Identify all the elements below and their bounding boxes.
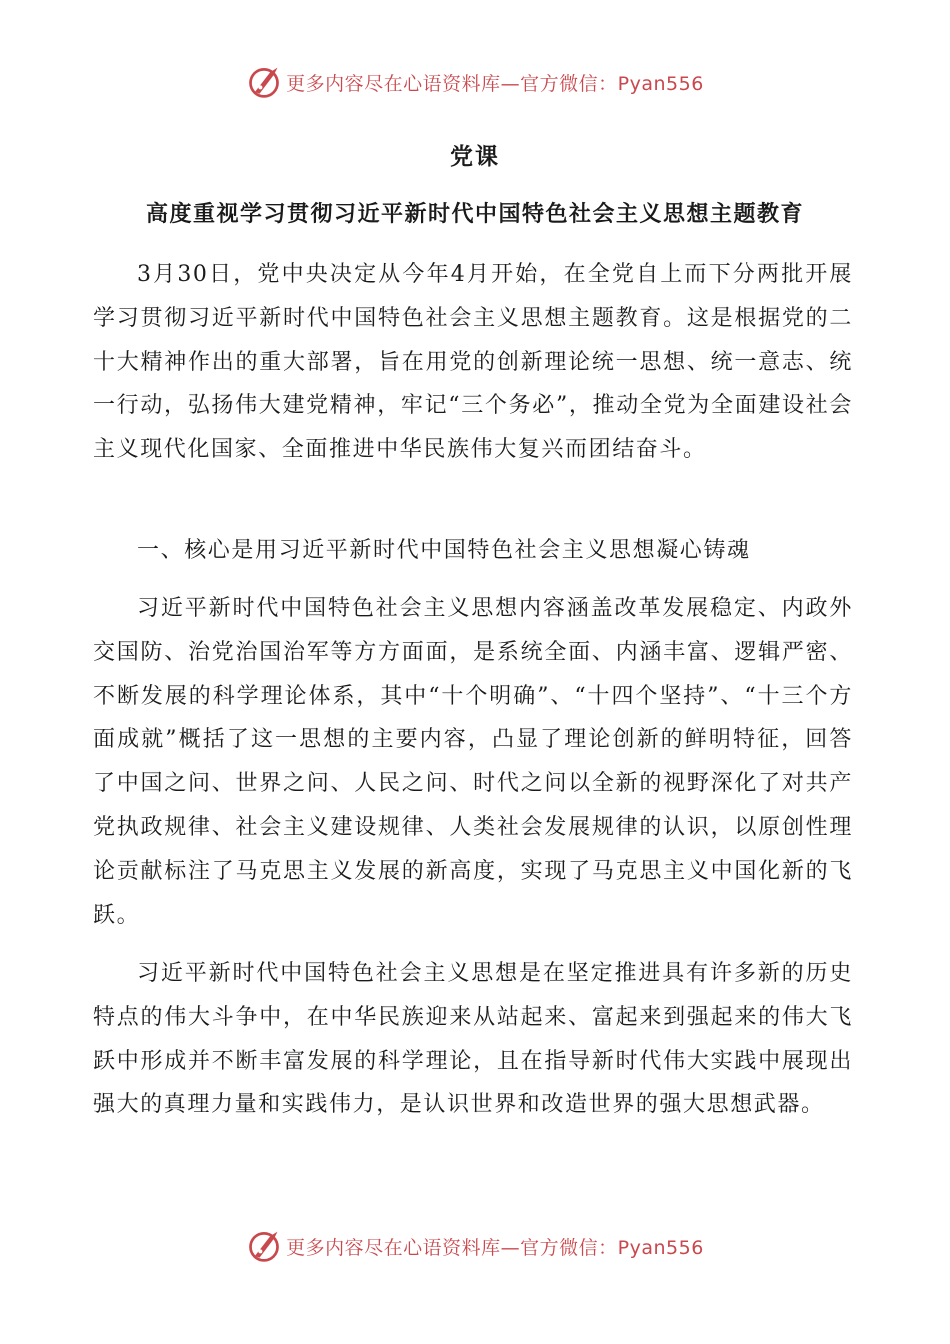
paragraph-content-2: 习近平新时代中国特色社会主义思想是在坚定推进具有许多新的历史特点的伟大斗争中，在中华民族迎来从站起来、富起来到强起来的伟大飞跃中形成并不断丰富发展的科学理论，且在指导新时代伟大实践中展现出强大的真理力量和实践伟力，是认识世界和改造世界的强大思想武器。 <box>93 961 853 1118</box>
paragraph-content-1: 习近平新时代中国特色社会主义思想内容涵盖改革发展稳定、内政外交国防、治党治国治军等方方面面，是系统全面、内涵丰富、逻辑严密、不断发展的科学理论体系，其中“十个明确”、“十四个坚持”、“十三个方面成就”概括了这一思想的主要内容，凸显了理论创新的鲜明特征，回答了中国之问、世界之问、人民之问、时代之问以全新的视野深化了对共产党执政规律、社会主义建设规律、人类社会发展规律的认识，以原创性理论贡献标注了马克思主义发展的新高度，实现了马克思主义中国化新的飞跃。 <box>93 596 853 928</box>
section-heading-1: 一、核心是用习近平新时代中国特色社会主义思想凝心铸魂 <box>137 538 751 563</box>
banner-text <box>286 1233 704 1260</box>
banner-separator: — <box>500 1236 521 1259</box>
document-subtitle: 高度重视学习贯彻习近平新时代中国特色社会主义思想主题教育 <box>145 201 804 227</box>
footer-banner <box>0 1226 950 1266</box>
header-banner <box>0 62 950 102</box>
quill-pen-logo-icon <box>246 1228 282 1264</box>
paragraph-intro: 3月30日，党中央决定从今年4月开始，在全党自上而下分两批开展学习贯彻习近平新时代中国特色社会主义思想主题教育。这是根据党的二十大精神作出的重大部署，旨在用党的创新理论统一思想、统一意志、统一行动，弘扬伟大建党精神，牢记“三个务必”，推动全党为全面建设社会主义现代化国家、全面推进中华民族伟大复兴而团结奋斗。 <box>93 262 853 463</box>
banner-main: 更多内容尽在心语资料库 <box>286 1236 501 1259</box>
quill-pen-logo-icon <box>246 64 282 100</box>
banner-main: 更多内容尽在心语资料库 <box>286 72 501 95</box>
banner-contact: 官方微信：Pyan556 <box>520 1236 704 1259</box>
banner-text <box>286 69 704 96</box>
banner-contact: 官方微信：Pyan556 <box>520 72 704 95</box>
document-title: 党课 <box>450 143 500 170</box>
banner-separator: — <box>500 72 521 95</box>
